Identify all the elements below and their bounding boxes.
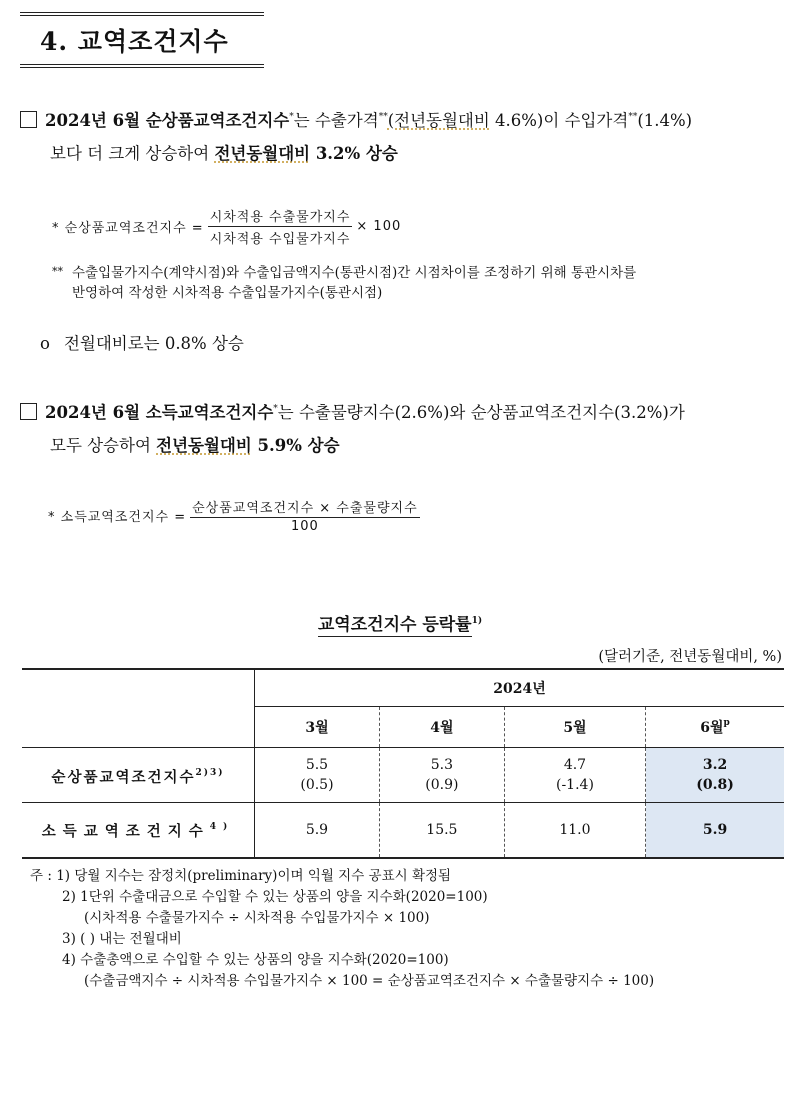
footnotes: [30, 866, 790, 992]
formula-lhs: * 소득교역조건지수 =: [48, 510, 187, 525]
table-cell: 11.0: [504, 803, 645, 859]
footnote-item: (수출금액지수 ÷ 시차적용 수입물가지수 × 100 = 순상품교역조건지수 × 수출물량지수 ÷ 100): [84, 973, 655, 989]
table-cell: [379, 748, 504, 803]
data-table: [22, 668, 784, 859]
table-cell-highlight: [646, 748, 784, 803]
column-header-month: 3월: [255, 707, 380, 748]
footnote-item: [30, 866, 790, 887]
paragraph-terms-of-trade: [20, 101, 790, 170]
section-title: 4. 교역조건지수: [40, 27, 229, 56]
table-title: [0, 610, 800, 635]
footnote-mark: *: [289, 112, 294, 122]
formula-denominator: 100: [290, 519, 319, 534]
cell-value: 5.3: [430, 757, 454, 773]
cell-value: 4.7: [563, 757, 587, 773]
bold-text: 5.9% 상승: [251, 436, 340, 455]
table-row: [22, 748, 784, 803]
footnote-item: 2) 1단위 수출대금으로 수입할 수 있는 상품의 양을 지수화(2020=100): [62, 889, 488, 905]
footnote-mark: **: [628, 112, 638, 122]
cell-mom-value: (0.5): [300, 777, 334, 793]
lead-bold: 2024년 6월 순상품교역조건지수: [45, 111, 290, 130]
cell-value: 3.2: [702, 757, 728, 773]
cell-value: 5.5: [305, 757, 329, 773]
paragraph-line-2: [20, 429, 790, 462]
formula-fraction: [190, 497, 420, 534]
sub-bullet-text: 전월대비로는 0.8% 상승: [63, 334, 244, 353]
footnote-item: (시차적용 수출물가지수 ÷ 시차적용 수입물가지수 × 100): [84, 910, 430, 926]
paragraph-line-2: [20, 137, 790, 170]
preliminary-mark: p: [723, 718, 730, 728]
paragraph-income-terms: [20, 393, 790, 462]
text: 는 수출가격: [293, 111, 379, 130]
table-cell: [255, 748, 380, 803]
row-label: [22, 748, 255, 803]
table-cell: [504, 748, 645, 803]
footnote-item: 4) 수출총액으로 수입할 수 있는 상품의 양을 지수화(2020=100): [62, 952, 449, 968]
formula-lhs: * 순상품교역조건지수 =: [52, 221, 204, 236]
text: 보다 더 크게 상승하여: [50, 144, 215, 163]
year-header: 2024년: [255, 669, 785, 707]
table-title-text: 교역조건지수 등락률: [317, 615, 472, 635]
table-corner-cell: [22, 669, 255, 748]
bold-underlined: 전년동월대비: [214, 144, 311, 163]
section-title-block: [20, 12, 264, 68]
bold-underlined: 전년동월대비: [156, 436, 252, 455]
footnote-item: 3) ( ) 내는 전월대비: [62, 931, 182, 947]
column-header-month: 5월: [504, 707, 645, 748]
note-line-2: 반영하여 작성한 시차적용 수출입물가지수(통관시점): [72, 285, 383, 301]
table-cell: 15.5: [379, 803, 504, 859]
checkbox-square-icon: [20, 403, 37, 420]
formula-fraction: [208, 206, 353, 247]
checkbox-square-icon: [20, 111, 37, 128]
note-double-star: [52, 262, 790, 303]
table-unit: (달러기준, 전년동월대비, %): [598, 649, 782, 665]
text-underlined: (전년동월대비: [387, 111, 490, 130]
text: (1.4%): [637, 111, 693, 130]
row-label: [22, 803, 255, 859]
title-rule-bottom: [20, 64, 264, 65]
sub-bullet: [40, 330, 244, 354]
note-line-1: 수출입물가지수(계약시점)와 수출입금액지수(통관시점)간 시점차이를 조정하기 위해 통관시차를: [72, 265, 637, 281]
bold-text: 3.2% 상승: [310, 144, 398, 163]
text: 모두 상승하여: [50, 436, 157, 455]
month-label: 6월: [700, 720, 724, 736]
title-rule-top: [20, 12, 264, 13]
row-label-text: 소득교역조건지수: [41, 822, 210, 840]
table-row: [22, 803, 784, 859]
text: 는 수출물량지수(2.6%)와 순상품교역조건지수(3.2%)가: [277, 403, 685, 422]
paragraph-line-1: [20, 393, 790, 429]
cell-mom-value: (0.9): [425, 777, 459, 793]
formula-numerator: 시차적용 수출물가지수: [208, 206, 353, 227]
footnote-mark: 2)3): [195, 767, 225, 778]
title-rule-bottom-2: [20, 67, 264, 68]
formula-denominator: 시차적용 수입물가지수: [209, 232, 351, 247]
cell-mom-value: (0.8): [696, 777, 734, 793]
table-cell-highlight: 5.9: [646, 803, 784, 859]
formula-income-terms: [48, 497, 424, 534]
footnote-mark: **: [378, 112, 388, 122]
footnote-mark: *: [273, 404, 278, 414]
formula-numerator: 순상품교역조건지수 × 수출물량지수: [190, 497, 420, 518]
paragraph-line-1: [20, 101, 790, 137]
footnote-mark: 4): [209, 821, 235, 832]
formula-net-barter: [52, 206, 401, 247]
lead-bold: 2024년 6월 소득교역조건지수: [45, 403, 274, 422]
column-header-month-latest: [646, 707, 784, 748]
footnote-text: 1) 당월 지수는 잠정치(preliminary)이며 익월 지수 공표시 확정됨: [56, 868, 452, 884]
footnote-mark: 1): [471, 616, 483, 626]
formula-rhs: × 100: [356, 219, 402, 234]
text: 4.6%)이 수입가격: [489, 111, 629, 130]
footnote-lead: 주 :: [30, 868, 52, 884]
note-mark: **: [52, 265, 63, 278]
row-label-text: 순상품교역조건지수: [51, 768, 196, 786]
circle-bullet-icon: ο: [40, 334, 50, 353]
table-cell: 5.9: [255, 803, 380, 859]
column-header-month: 4월: [379, 707, 504, 748]
cell-mom-value: (-1.4): [555, 777, 594, 793]
